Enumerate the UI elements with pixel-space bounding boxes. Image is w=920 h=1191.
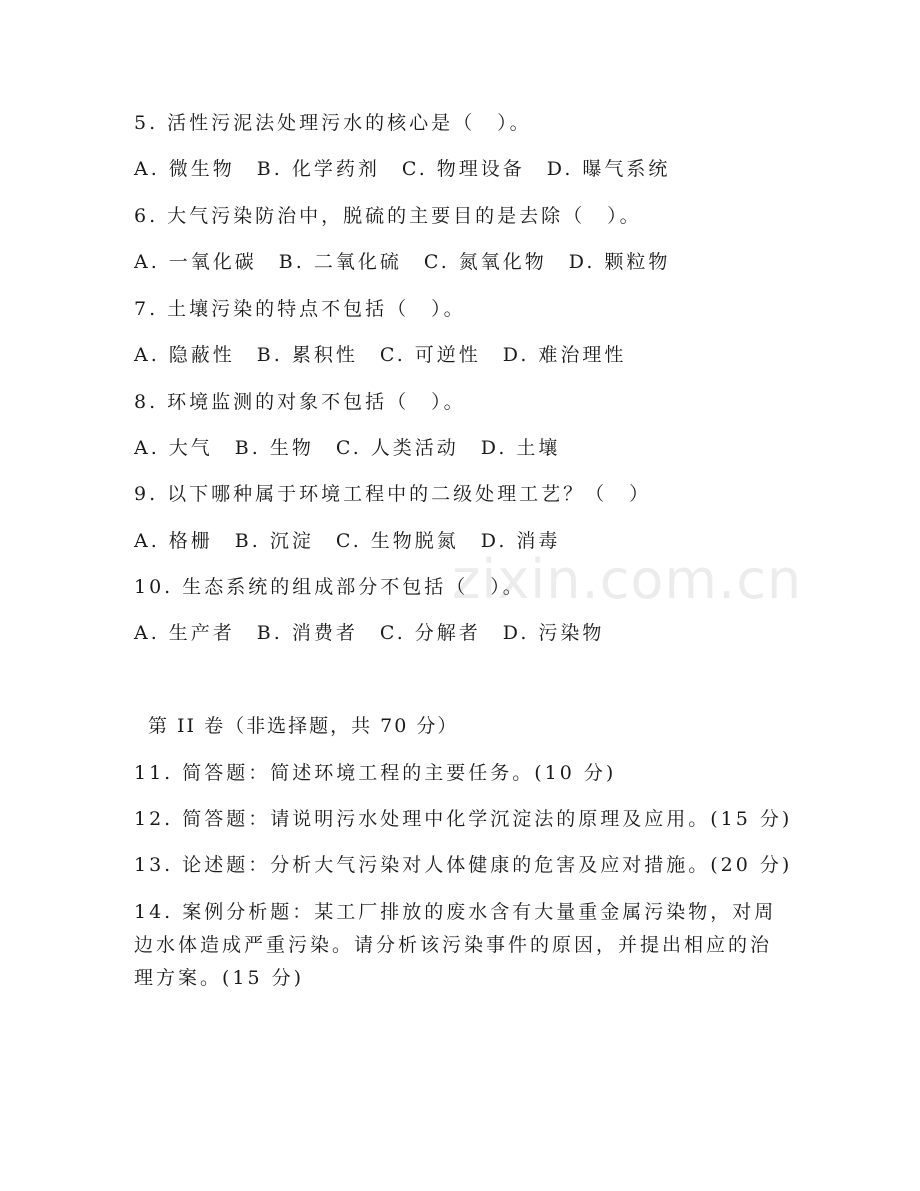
question-5-stem: 5. 活性污泥法处理污水的核心是（ ）。 [134, 112, 532, 134]
question-8-options: A. 大气 B. 生物 C. 人类活动 D. 土壤 [134, 437, 561, 459]
question-12: 12. 简答题：请说明污水处理中化学沉淀法的原理及应用。(15 分) [134, 808, 793, 830]
section-title: 第 II 卷（非选择题，共 70 分） [148, 715, 459, 737]
question-10-stem: 10. 生态系统的组成部分不包括（ ）。 [134, 576, 525, 598]
question-5-options: A. 微生物 B. 化学药剂 C. 物理设备 D. 曝气系统 [134, 158, 671, 180]
question-9-options: A. 格栅 B. 沉淀 C. 生物脱氮 D. 消毒 [134, 530, 561, 552]
watermark-text: zixin.com.cn [452, 548, 803, 611]
question-6-options: A. 一氧化碳 B. 二氧化硫 C. 氮氧化物 D. 颗粒物 [134, 251, 671, 273]
question-14: 14. 案例分析题：某工厂排放的废水含有大量重金属污染物，对周边水体造成严重污染。请分析该污染事件的原因，并提出相应的治理方案。(15 分) [134, 901, 777, 989]
question-8-stem: 8. 环境监测的对象不包括（ ）。 [134, 391, 466, 413]
question-7-stem: 7. 土壤污染的特点不包括（ ）。 [134, 298, 466, 320]
question-13: 13. 论述题：分析大气污染对人体健康的危害及应对措施。(20 分) [134, 854, 793, 876]
question-6-stem: 6. 大气污染防治中，脱硫的主要目的是去除（ ）。 [134, 205, 642, 227]
question-11: 11. 简答题：简述环境工程的主要任务。(10 分) [134, 762, 617, 784]
question-7-options: A. 隐蔽性 B. 累积性 C. 可逆性 D. 难治理性 [134, 344, 627, 366]
question-9-stem: 9. 以下哪种属于环境工程中的二级处理工艺？（ ） [134, 483, 652, 505]
question-10-options: A. 生产者 B. 消费者 C. 分解者 D. 污染物 [134, 622, 605, 644]
